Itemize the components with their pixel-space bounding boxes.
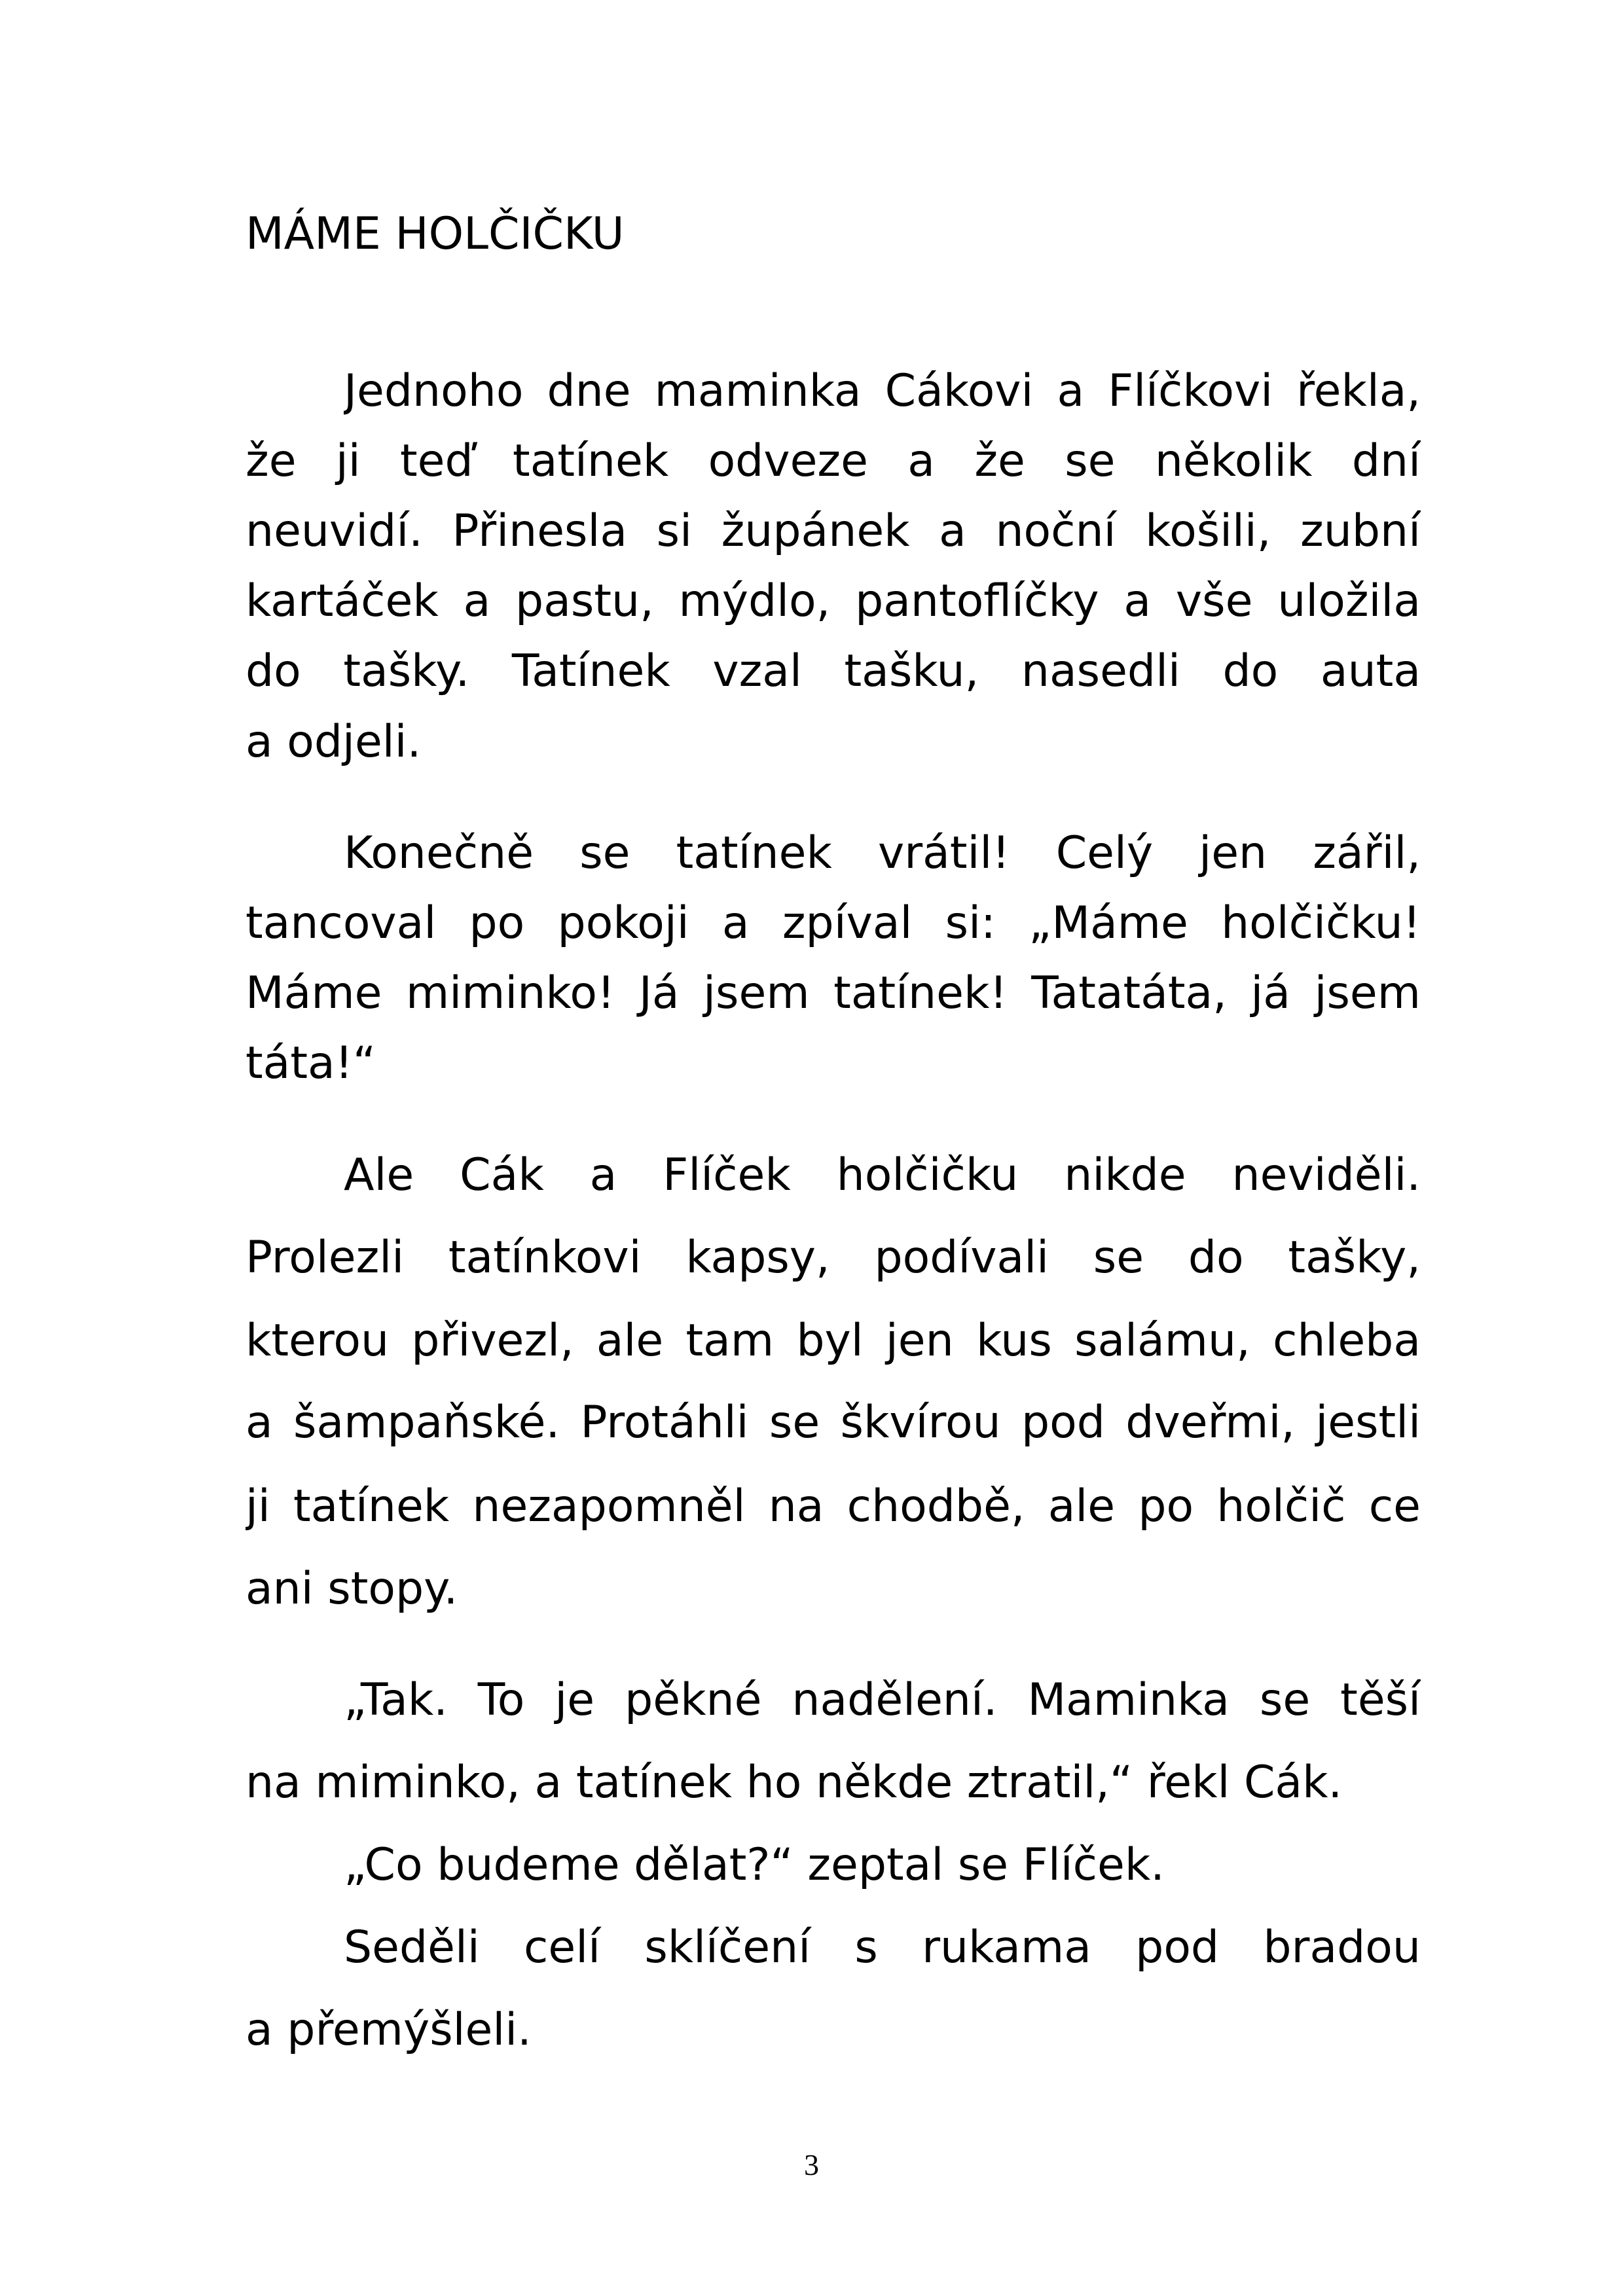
paragraph-2-line-3: Máme miminko! Já jsem tatínek! Tatatáta, já jsem <box>246 967 1421 1019</box>
page-title: MÁME HOLČIČKU <box>246 208 625 260</box>
paragraph-1-line-6: a odjeli. <box>246 716 422 768</box>
paragraph-5-line-1: „Co budeme dělat?“ zeptal se Flíček. <box>344 1839 1165 1891</box>
page-number: 3 <box>804 2148 819 2181</box>
paragraph-6-line-1: Seděli celí sklíčení s rukama pod bradou <box>344 1922 1421 1973</box>
paragraph-1-line-1: Jednoho dne maminka Cákovi a Flíčkovi řekla, <box>344 365 1421 417</box>
paragraph-3-line-3: kterou přivezl, ale tam byl jen kus salámu, chleba <box>246 1315 1421 1367</box>
paragraph-2-line-1: Konečně se tatínek vrátil! Celý jen zářil, <box>344 827 1421 879</box>
paragraph-1-line-5: do tašky. Tatínek vzal tašku, nasedli do auta <box>246 645 1421 697</box>
paragraph-4-line-1: „Tak. To je pěkné nadělení. Maminka se těší <box>344 1674 1421 1726</box>
paragraph-6-line-2: a přemýšleli. <box>246 2004 532 2056</box>
paragraph-1-line-2: že ji teď tatínek odveze a že se několik dní <box>246 435 1421 487</box>
paragraph-1-line-3: neuvidí. Přinesla si župánek a noční košili, zubní <box>246 505 1421 557</box>
paragraph-1-line-4: kartáček a pastu, mýdlo, pantoflíčky a vše uložila <box>246 575 1421 627</box>
paragraph-3-line-4: a šampaňské. Protáhli se škvírou pod dveřmi, jestli <box>246 1397 1421 1448</box>
paragraph-4-line-2: na miminko, a tatínek ho někde ztratil,“ řekl Cák. <box>246 1757 1343 1808</box>
paragraph-3-line-1: Ale Cák a Flíček holčičku nikde neviděli. <box>344 1149 1421 1201</box>
paragraph-3-line-5: ji tatínek nezapomněl na chodbě, ale po holčič ce <box>246 1480 1421 1532</box>
paragraph-3-line-6: ani stopy. <box>246 1563 458 1615</box>
paragraph-3-line-2: Prolezli tatínkovi kapsy, podívali se do tašky, <box>246 1232 1421 1283</box>
paragraph-2-line-4: táta!“ <box>246 1037 376 1089</box>
paragraph-2-line-2: tancoval po pokoji a zpíval si: „Máme holčičku! <box>246 897 1421 949</box>
